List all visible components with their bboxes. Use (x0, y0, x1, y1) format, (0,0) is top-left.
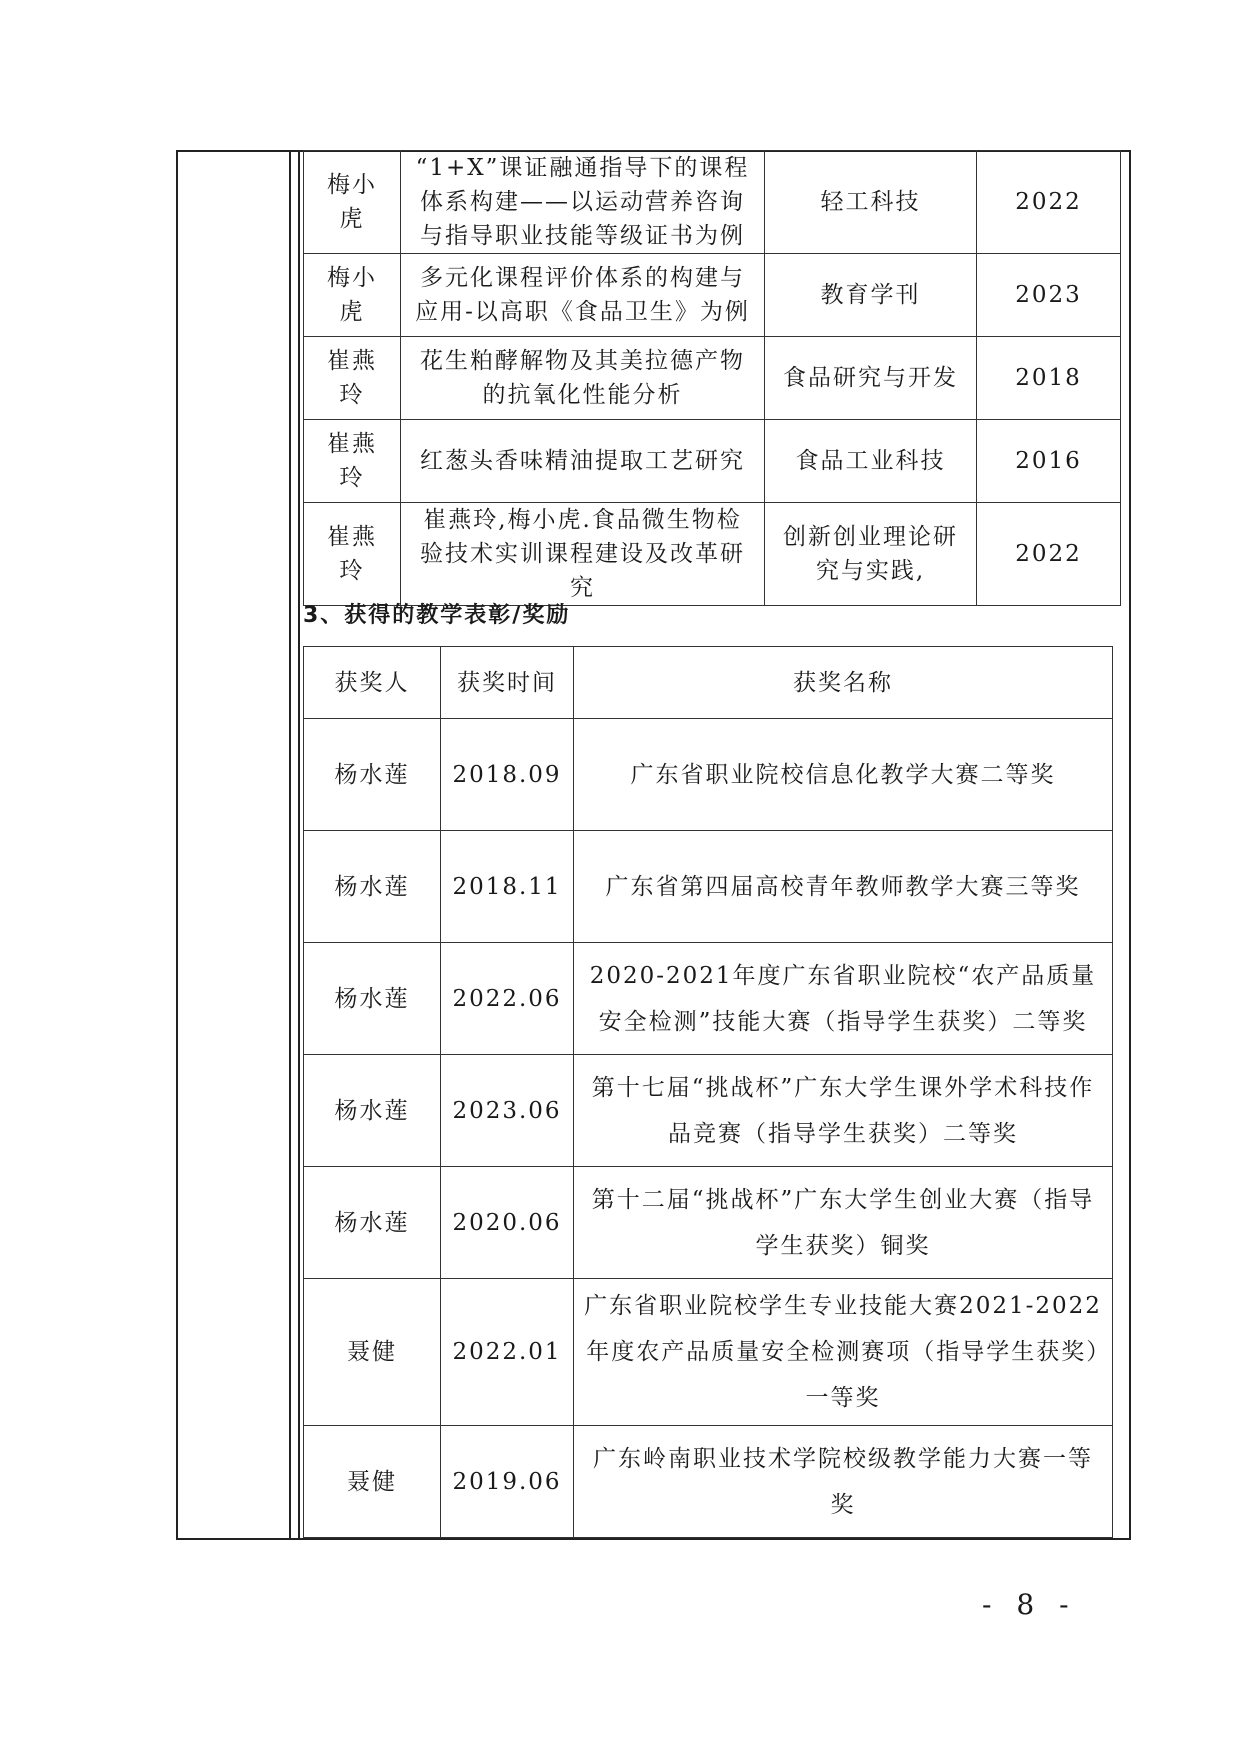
header-award-person: 获奖人 (304, 647, 441, 719)
paper-title: 崔燕玲,梅小虎.食品微生物检验技术实训课程建设及改革研究 (401, 503, 765, 606)
paper-year: 2022 (977, 503, 1121, 606)
award-time: 2023.06 (441, 1055, 574, 1167)
award-name: 广东省职业院校学生专业技能大赛2021-2022年度农产品质量安全检测赛项（指导学生获奖）一等奖 (574, 1279, 1113, 1426)
award-name: 2020-2021年度广东省职业院校“农产品质量安全检测”技能大赛（指导学生获奖）二等奖 (574, 943, 1113, 1055)
paper-year: 2016 (977, 420, 1121, 503)
award-person: 杨水莲 (304, 1167, 441, 1279)
table-row (304, 1167, 1113, 1279)
award-time: 2020.06 (441, 1167, 574, 1279)
paper-author: 梅小虎 (304, 151, 401, 254)
paper-journal: 教育学刊 (765, 254, 977, 337)
paper-author: 崔燕玲 (304, 420, 401, 503)
award-person: 杨水莲 (304, 943, 441, 1055)
papers-table (303, 150, 1121, 606)
paper-journal: 食品研究与开发 (765, 337, 977, 420)
paper-title: 红葱头香味精油提取工艺研究 (401, 420, 765, 503)
table-row (304, 1055, 1113, 1167)
award-person: 杨水莲 (304, 831, 441, 943)
table-row (304, 337, 1121, 420)
award-person: 杨水莲 (304, 719, 441, 831)
table-row (304, 503, 1121, 606)
award-time: 2018.11 (441, 831, 574, 943)
award-time: 2022.01 (441, 1279, 574, 1426)
table-row (304, 719, 1113, 831)
award-name: 第十七届“挑战杯”广东大学生课外学术科技作品竞赛（指导学生获奖）二等奖 (574, 1055, 1113, 1167)
table-header-row (304, 647, 1113, 719)
award-name: 广东省职业院校信息化教学大赛二等奖 (574, 719, 1113, 831)
section-heading: 3、获得的教学表彰/奖励 (303, 603, 571, 628)
paper-title: 多元化课程评价体系的构建与应用-以高职《食品卫生》为例 (401, 254, 765, 337)
paper-journal: 创新创业理论研究与实践, (765, 503, 977, 606)
paper-journal: 轻工科技 (765, 151, 977, 254)
award-person: 聂健 (304, 1426, 441, 1538)
paper-author: 崔燕玲 (304, 337, 401, 420)
award-name: 第十二届“挑战杯”广东大学生创业大赛（指导学生获奖）铜奖 (574, 1167, 1113, 1279)
award-name: 广东岭南职业技术学院校级教学能力大赛一等奖 (574, 1426, 1113, 1538)
header-award-time: 获奖时间 (441, 647, 574, 719)
paper-year: 2023 (977, 254, 1121, 337)
paper-year: 2022 (977, 151, 1121, 254)
paper-author: 梅小虎 (304, 254, 401, 337)
page-number: - 8 - (982, 1588, 1077, 1621)
column-divider (289, 150, 291, 1540)
paper-title: “1+X”课证融通指导下的课程体系构建——以运动营养咨询与指导职业技能等级证书为例 (401, 151, 765, 254)
table-row (304, 254, 1121, 337)
table-row (304, 151, 1121, 254)
table-row (304, 831, 1113, 943)
table-row (304, 420, 1121, 503)
paper-author: 崔燕玲 (304, 503, 401, 606)
awards-table (303, 646, 1113, 1538)
table-row (304, 1426, 1113, 1538)
table-row (304, 943, 1113, 1055)
award-time: 2018.09 (441, 719, 574, 831)
header-award-name: 获奖名称 (574, 647, 1113, 719)
award-person: 杨水莲 (304, 1055, 441, 1167)
award-name: 广东省第四届高校青年教师教学大赛三等奖 (574, 831, 1113, 943)
paper-title: 花生粕酵解物及其美拉德产物的抗氧化性能分析 (401, 337, 765, 420)
table-row (304, 1279, 1113, 1426)
award-time: 2019.06 (441, 1426, 574, 1538)
award-person: 聂健 (304, 1279, 441, 1426)
column-divider (298, 150, 300, 1540)
award-time: 2022.06 (441, 943, 574, 1055)
paper-journal: 食品工业科技 (765, 420, 977, 503)
paper-year: 2018 (977, 337, 1121, 420)
